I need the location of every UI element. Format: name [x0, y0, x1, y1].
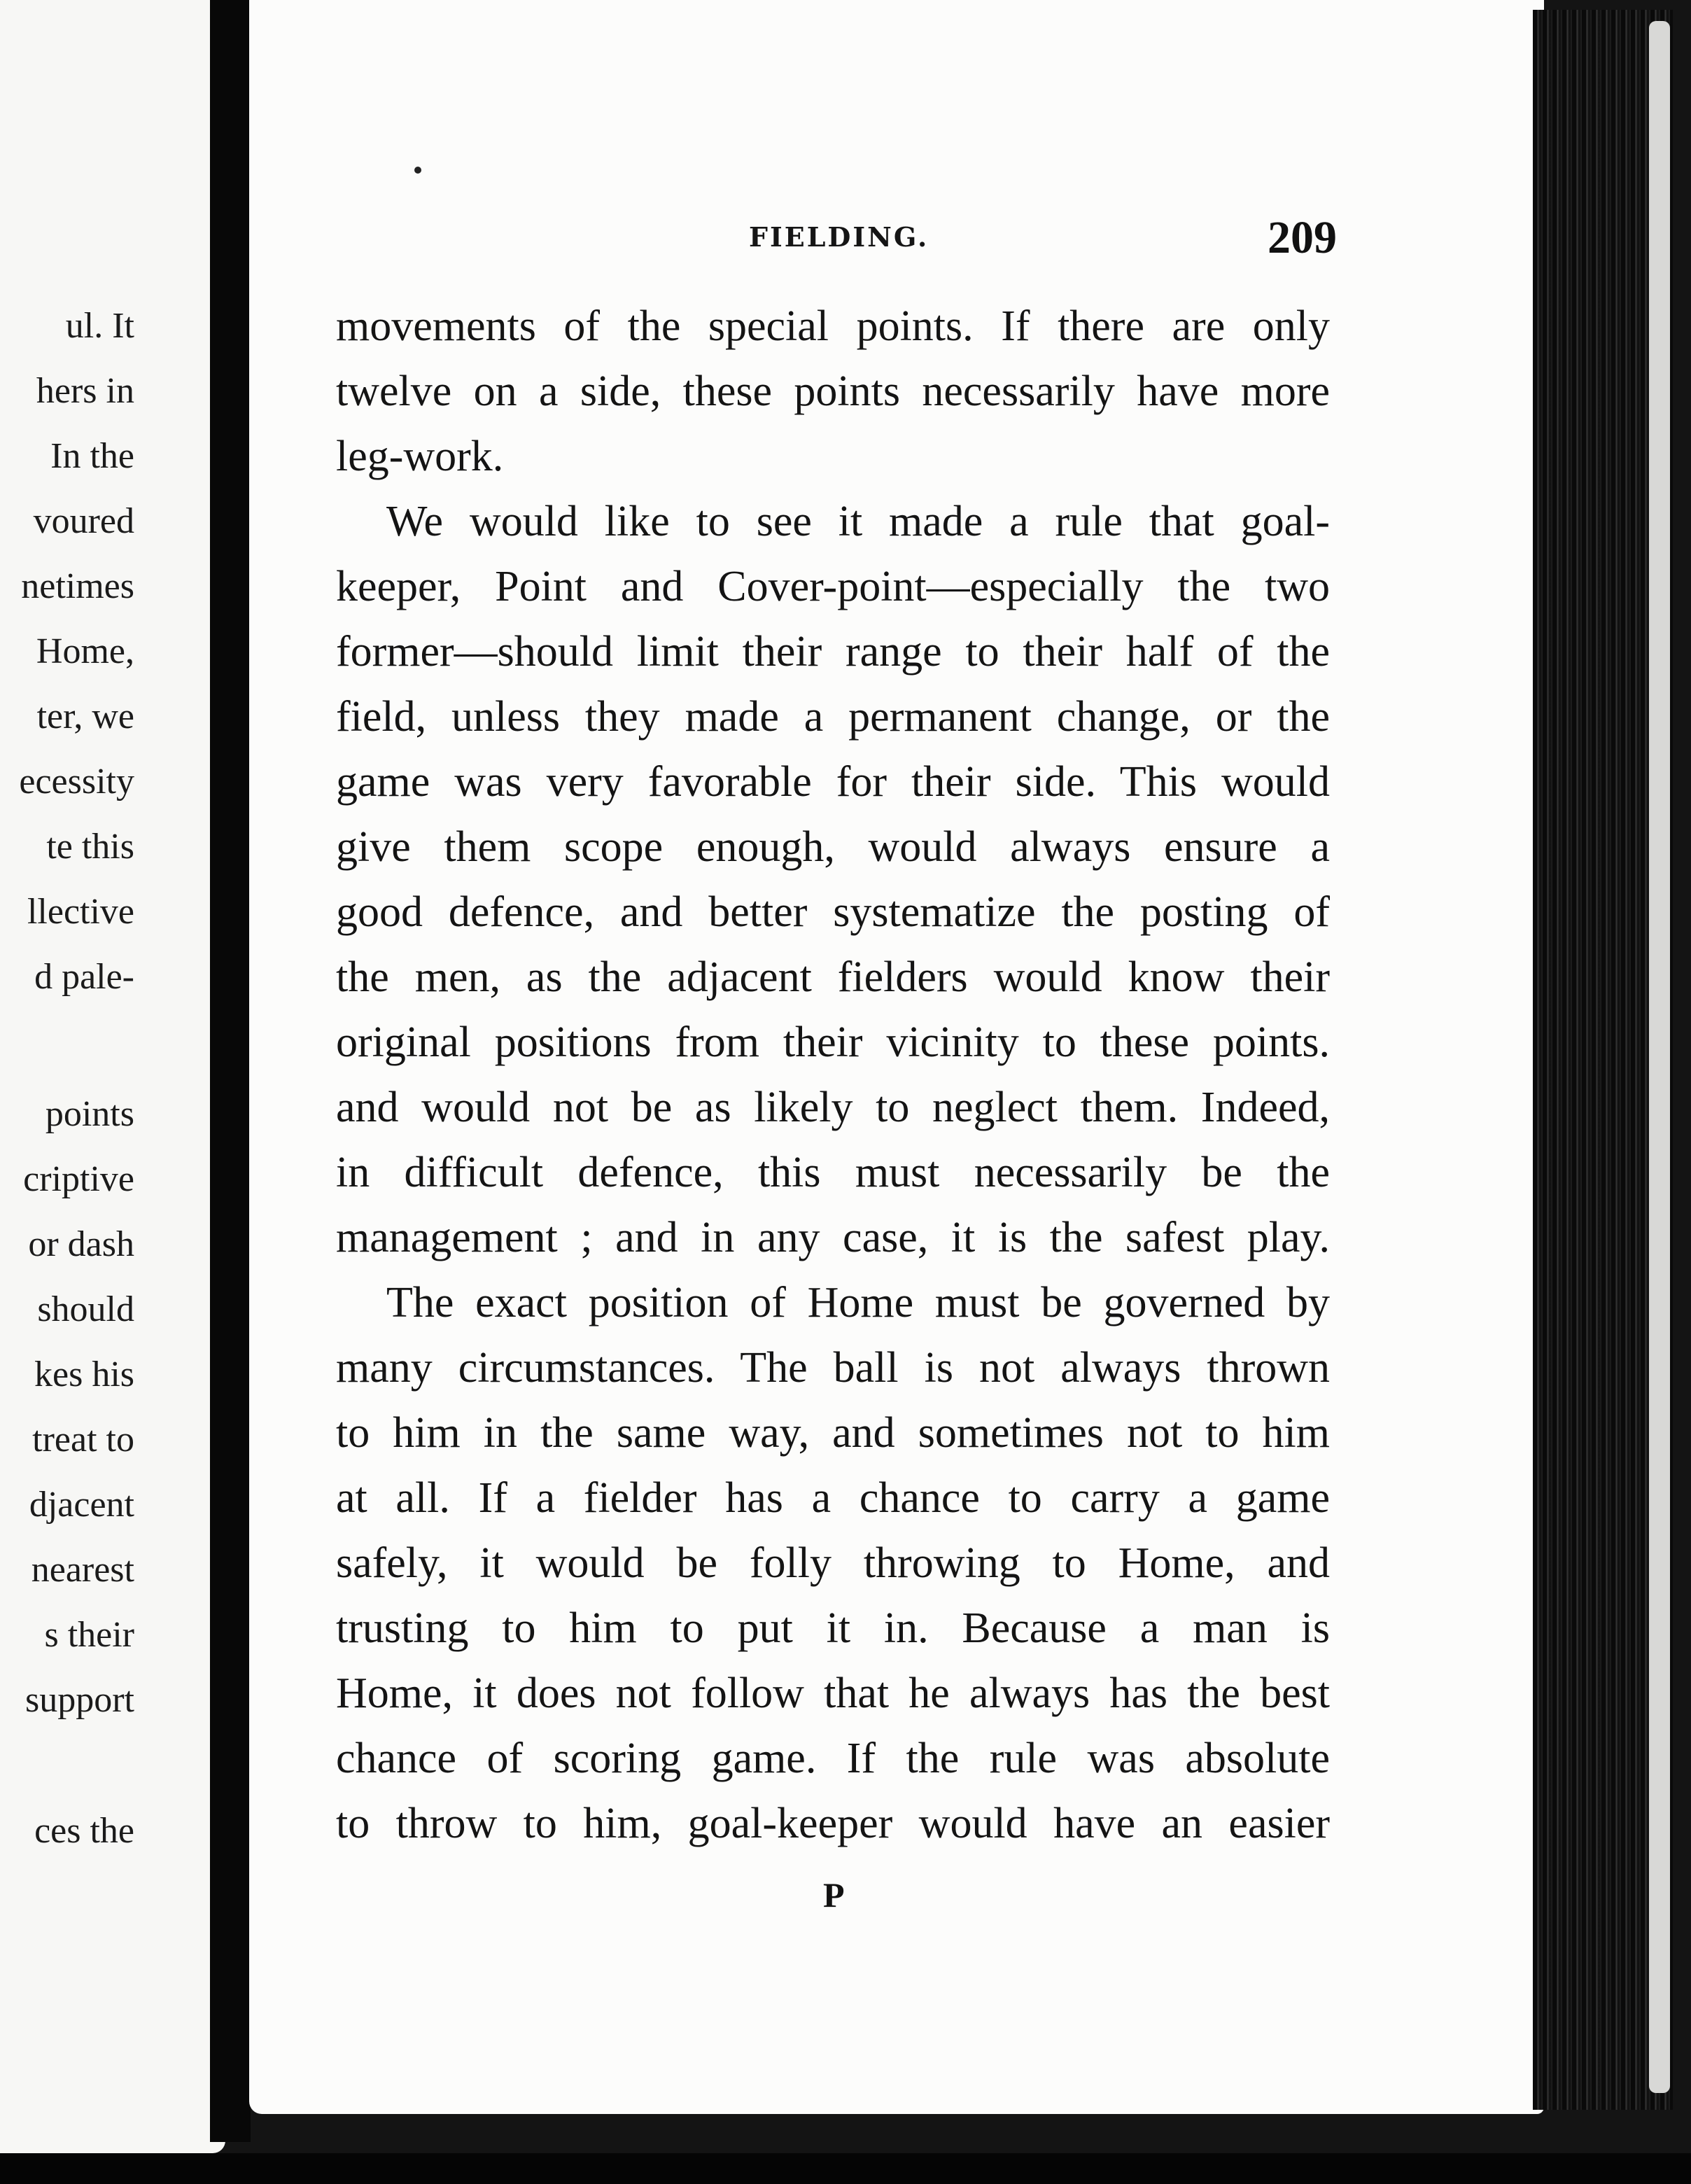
left-page-fragment: In the [50, 436, 134, 476]
left-page-fragment: ecessity [19, 762, 134, 802]
text-line: good defence, and better systematize the posting of [336, 888, 1330, 936]
text-line: safely, it would be folly throwing to Home, and [336, 1539, 1330, 1587]
text-line: We would like to see it made a rule that goal- [386, 498, 1330, 545]
left-page-fragment: Home, [36, 631, 134, 671]
left-page-fragment: d pale- [34, 957, 134, 997]
left-page-fragment: nearest [31, 1550, 134, 1590]
page-number: 209 [1268, 212, 1337, 263]
left-page-fragment: llective [27, 892, 134, 932]
left-page-fragment: points [45, 1094, 134, 1134]
text-line: give them scope enough, would always ensure a [336, 823, 1330, 871]
left-page-fragment: support [25, 1680, 134, 1720]
left-page-fragment: ul. It [65, 306, 134, 346]
text-line: management ; and in any case, it is the safest play. [336, 1214, 1330, 1261]
scan-border [0, 2153, 1691, 2184]
signature-mark: P [823, 1875, 845, 1914]
cover-edge [1649, 21, 1670, 2093]
text-line: The exact position of Home must be governed by [386, 1279, 1330, 1326]
text-line: chance of scoring game. If the rule was absolute [336, 1735, 1330, 1782]
text-line: leg-work. [336, 433, 504, 480]
left-page-fragment: djacent [29, 1485, 134, 1525]
text-line: in difficult defence, this must necessarily be the [336, 1149, 1330, 1196]
book-gutter [210, 0, 251, 2142]
text-line: and would not be as likely to neglect them. Indeed, [336, 1084, 1330, 1131]
text-line: many circumstances. The ball is not always thrown [336, 1344, 1330, 1392]
ink-speck [414, 167, 421, 174]
left-page-fragment: criptive [23, 1159, 134, 1199]
left-page-fragment: kes his [34, 1354, 134, 1394]
left-page-fragment: te this [46, 827, 134, 867]
text-line: the men, as the adjacent fielders would know their [336, 953, 1330, 1001]
body-text [336, 294, 1330, 1856]
text-line: game was very favorable for their side. This would [336, 758, 1330, 806]
text-line: original positions from their vicinity to these points. [336, 1018, 1330, 1066]
left-page-fragment: or dash [28, 1224, 134, 1264]
text-line: twelve on a side, these points necessarily have more [336, 368, 1330, 415]
left-page-fragment: s their [44, 1615, 134, 1655]
text-line: movements of the special points. If there are only [336, 302, 1330, 350]
text-line: at all. If a fielder has a chance to carry a game [336, 1474, 1330, 1522]
running-head: FIELDING. [749, 221, 929, 253]
left-page-fragment: ter, we [36, 696, 134, 736]
page-header [336, 211, 1337, 267]
text-line: to throw to him, goal-keeper would have an easier [336, 1800, 1330, 1847]
left-page-fragment: ces the [34, 1811, 134, 1851]
left-page-fragment: hers in [36, 371, 134, 411]
text-line: to him in the same way, and sometimes not to him [336, 1409, 1330, 1457]
text-line: Home, it does not follow that he always has the best [336, 1670, 1330, 1717]
left-page [0, 0, 225, 2153]
left-page-fragment: treat to [32, 1420, 134, 1460]
text-line: former—should limit their range to their half of the [336, 628, 1330, 676]
left-page-fragment: voured [33, 501, 134, 541]
left-page-fragment: netimes [21, 566, 134, 606]
text-line: field, unless they made a permanent change, or the [336, 693, 1330, 741]
left-page-fragment: should [37, 1289, 134, 1329]
text-line: trusting to him to put it in. Because a man is [336, 1604, 1330, 1652]
text-line: keeper, Point and Cover-point—especially the two [336, 563, 1330, 610]
